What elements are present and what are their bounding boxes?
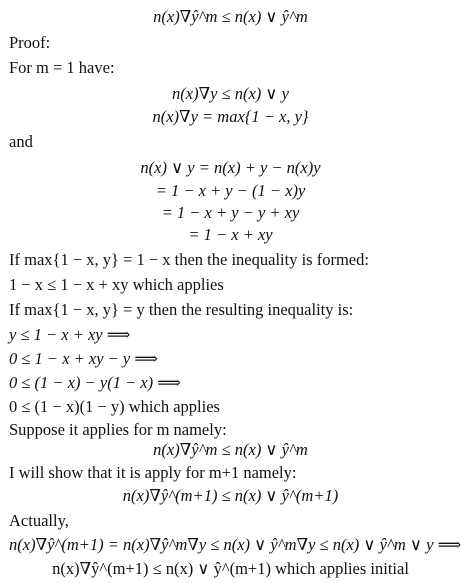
proof-label: Proof: — [9, 33, 51, 52]
case-two-result: 0 ≤ (1 − x)(1 − y) which applies — [9, 397, 220, 416]
case-two-step-2: 0 ≤ 1 − x + xy − y ⟹ — [9, 349, 159, 368]
case-two-step-3: 0 ≤ (1 − x) − y(1 − x) ⟹ — [9, 373, 181, 392]
case-two-line: If max{1 − x, y} = y then the resulting inequality is: — [9, 300, 354, 319]
statement-inequality: n(x)∇ŷ^m ≤ n(x) ∨ ŷ^m — [153, 7, 308, 26]
actually-label: Actually, — [9, 511, 69, 530]
induction-hypothesis-line: Suppose it applies for m namely: — [9, 420, 227, 439]
induction-hypothesis-formula: n(x)∇ŷ^m ≤ n(x) ∨ ŷ^m — [153, 440, 308, 459]
induction-step-line: I will show that it is apply for m+1 namely: — [9, 463, 297, 482]
final-conclusion-line: n(x)∇ŷ^(m+1) ≤ n(x) ∨ ŷ^(m+1) which applies initial — [52, 559, 409, 578]
case-one-line: If max{1 − x, y} = 1 − x then the inequality is formed: — [9, 250, 369, 269]
main-chain-line: n(x)∇ŷ^(m+1) = n(x)∇ŷ^m∇y ≤ n(x) ∨ ŷ^m∇y ≤ n(x) ∨ ŷ^m ∨ y ⟹ — [9, 535, 461, 554]
base-case-line: For m = 1 have: — [9, 58, 115, 77]
case-one-result: 1 − x ≤ 1 − x + xy which applies — [9, 275, 224, 294]
induction-step-formula: n(x)∇ŷ^(m+1) ≤ n(x) ∨ ŷ^(m+1) — [122, 486, 339, 505]
derivation-step-2: = 1 − x + y − y + xy — [161, 203, 300, 222]
and-label: and — [9, 132, 33, 151]
tnorm-definition: n(x)∇y = max{1 − x, y} — [152, 107, 309, 126]
tconorm-definition: n(x) ∨ y = n(x) + y − n(x)y — [140, 158, 321, 177]
case-two-step-1: y ≤ 1 − x + xy ⟹ — [9, 325, 131, 344]
derivation-step-1: = 1 − x + y − (1 − x)y — [155, 181, 306, 200]
base-inequality: n(x)∇y ≤ n(x) ∨ y — [172, 84, 289, 103]
derivation-step-3: = 1 − x + xy — [188, 225, 273, 244]
